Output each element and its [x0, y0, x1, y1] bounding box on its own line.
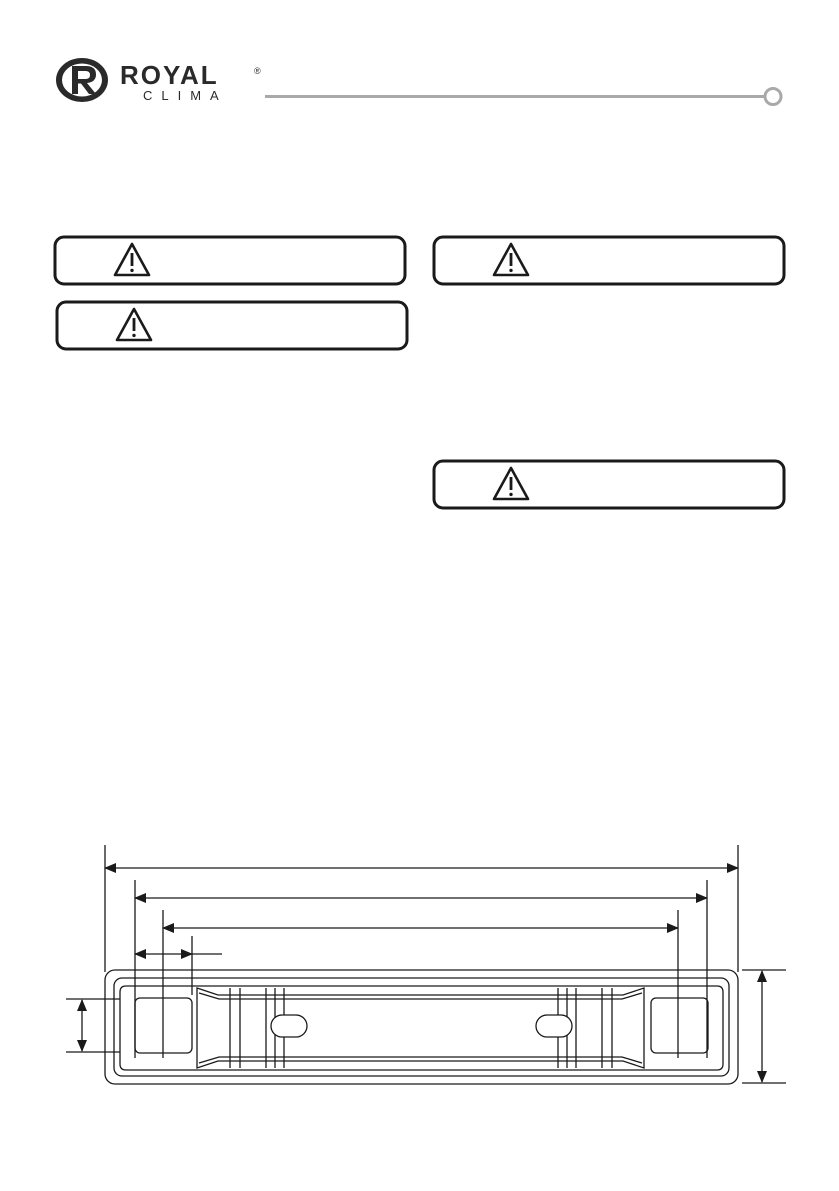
extension-lines	[66, 845, 786, 1083]
brand-logo	[56, 58, 261, 103]
brand-subtitle: CLIMA	[143, 88, 228, 103]
warning-box-4	[434, 461, 784, 508]
warning-box-3	[434, 237, 784, 284]
brand-name: ROYAL	[120, 60, 219, 90]
warning-box-1	[55, 237, 405, 284]
plate-mounting-slot-left	[271, 1015, 307, 1037]
dimension-lines	[82, 868, 762, 1082]
plate-mounting-slot-right	[536, 1015, 572, 1037]
plate-corner-window-right	[651, 998, 708, 1053]
mounting-plate	[105, 970, 738, 1084]
plate-center-panel	[197, 988, 644, 1068]
warning-box-2	[57, 302, 407, 349]
mounting-plate-diagram	[66, 845, 786, 1084]
registered-mark: ®	[254, 66, 261, 76]
r-emblem-icon	[56, 58, 108, 102]
header-rule-end-circle	[765, 89, 781, 105]
header-rule	[265, 89, 781, 105]
